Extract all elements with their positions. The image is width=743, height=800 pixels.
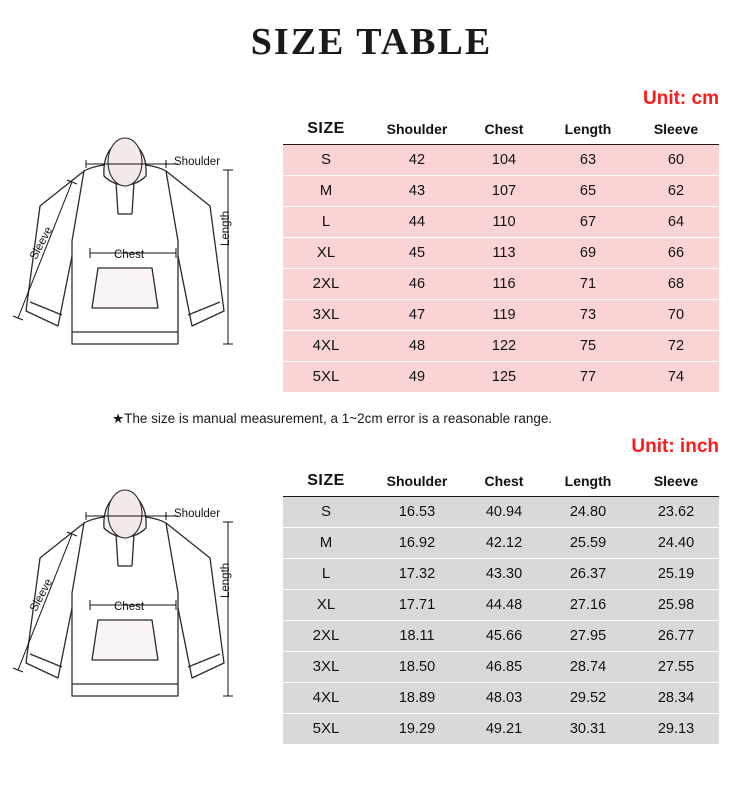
cell-chest: 48.03 [465,682,543,713]
cell-length: 67 [543,206,633,237]
cell-shoulder: 46 [369,268,465,299]
cell-length: 24.80 [543,496,633,527]
cell-chest: 44.48 [465,589,543,620]
table-row [283,144,719,175]
cell-size: S [283,144,369,175]
table-row [283,682,719,713]
cell-shoulder: 16.53 [369,496,465,527]
cell-length: 73 [543,299,633,330]
cell-chest: 107 [465,175,543,206]
table-header-row [283,114,719,144]
cell-chest: 119 [465,299,543,330]
col-sleeve: Sleeve [633,466,719,496]
col-shoulder: Shoulder [369,466,465,496]
col-size: SIZE [283,466,369,496]
cell-size: S [283,496,369,527]
cell-shoulder: 44 [369,206,465,237]
cell-chest: 49.21 [465,713,543,744]
cell-length: 28.74 [543,651,633,682]
cell-shoulder: 17.32 [369,558,465,589]
cell-sleeve: 26.77 [633,620,719,651]
cell-length: 69 [543,237,633,268]
size-table-cm [283,114,719,393]
cell-size: 5XL [283,361,369,392]
cell-length: 25.59 [543,527,633,558]
label-chest: Chest [114,249,145,261]
cell-chest: 40.94 [465,496,543,527]
cell-length: 63 [543,144,633,175]
cell-length: 65 [543,175,633,206]
table-header-cm [283,114,719,144]
table-header-inch [283,466,719,496]
cell-sleeve: 29.13 [633,713,719,744]
table-header-row [283,466,719,496]
cell-chest: 46.85 [465,651,543,682]
label-length: Length [220,562,232,598]
label-sleeve: Sleeve [28,576,56,614]
cell-size: 5XL [283,713,369,744]
cell-chest: 113 [465,237,543,268]
table-row [283,589,719,620]
cell-sleeve: 27.55 [633,651,719,682]
measurement-note: ★The size is manual measurement, a 1~2cm error is a reasonable range. [112,411,553,426]
cell-chest: 45.66 [465,620,543,651]
cell-size: L [283,558,369,589]
cell-sleeve: 28.34 [633,682,719,713]
unit-label-cm: Unit: cm [643,88,719,109]
cell-size: 2XL [283,620,369,651]
cell-size: 4XL [283,682,369,713]
cell-chest: 110 [465,206,543,237]
cell-chest: 104 [465,144,543,175]
col-length: Length [543,466,633,496]
table-row [283,175,719,206]
table-row [283,361,719,392]
cell-length: 75 [543,330,633,361]
table-row [283,713,719,744]
cell-sleeve: 68 [633,268,719,299]
cell-shoulder: 18.89 [369,682,465,713]
cell-chest: 116 [465,268,543,299]
cell-sleeve: 23.62 [633,496,719,527]
cell-shoulder: 42 [369,144,465,175]
cell-size: M [283,175,369,206]
cell-size: 4XL [283,330,369,361]
size-table-inch [283,466,719,745]
cell-length: 27.95 [543,620,633,651]
cell-shoulder: 45 [369,237,465,268]
cell-shoulder: 47 [369,299,465,330]
table-row [283,496,719,527]
cell-size: XL [283,237,369,268]
cell-length: 26.37 [543,558,633,589]
cell-chest: 122 [465,330,543,361]
hoodie-diagram-cm [6,96,268,396]
cell-sleeve: 24.40 [633,527,719,558]
table-row [283,299,719,330]
col-size: SIZE [283,114,369,144]
cell-shoulder: 43 [369,175,465,206]
cell-chest: 43.30 [465,558,543,589]
cell-sleeve: 25.98 [633,589,719,620]
cell-sleeve: 66 [633,237,719,268]
table-row [283,651,719,682]
cell-sleeve: 74 [633,361,719,392]
cell-shoulder: 18.50 [369,651,465,682]
cell-shoulder: 19.29 [369,713,465,744]
table-row [283,206,719,237]
cell-sleeve: 62 [633,175,719,206]
cell-sleeve: 25.19 [633,558,719,589]
unit-label-inch: Unit: inch [631,436,719,457]
cell-sleeve: 60 [633,144,719,175]
label-sleeve: Sleeve [28,224,56,262]
col-length: Length [543,114,633,144]
cell-shoulder: 18.11 [369,620,465,651]
cell-length: 27.16 [543,589,633,620]
cell-size: M [283,527,369,558]
cell-length: 30.31 [543,713,633,744]
cell-sleeve: 64 [633,206,719,237]
cell-shoulder: 17.71 [369,589,465,620]
table-row [283,330,719,361]
cell-length: 29.52 [543,682,633,713]
table-row [283,527,719,558]
cell-length: 71 [543,268,633,299]
label-shoulder: Shoulder [174,156,221,168]
label-chest: Chest [114,601,145,613]
cell-chest: 125 [465,361,543,392]
cell-size: 3XL [283,299,369,330]
cell-size: 3XL [283,651,369,682]
table-row [283,620,719,651]
cell-size: XL [283,589,369,620]
label-shoulder: Shoulder [174,508,221,520]
cell-shoulder: 49 [369,361,465,392]
col-sleeve: Sleeve [633,114,719,144]
hoodie-diagram-inch [6,448,268,748]
cell-chest: 42.12 [465,527,543,558]
cell-sleeve: 72 [633,330,719,361]
cell-sleeve: 70 [633,299,719,330]
page-title: SIZE TABLE [250,21,493,63]
label-length: Length [220,210,232,246]
cell-shoulder: 48 [369,330,465,361]
col-shoulder: Shoulder [369,114,465,144]
cell-size: L [283,206,369,237]
cell-shoulder: 16.92 [369,527,465,558]
table-row [283,268,719,299]
col-chest: Chest [465,466,543,496]
cell-size: 2XL [283,268,369,299]
col-chest: Chest [465,114,543,144]
cell-length: 77 [543,361,633,392]
table-row [283,558,719,589]
table-row [283,237,719,268]
